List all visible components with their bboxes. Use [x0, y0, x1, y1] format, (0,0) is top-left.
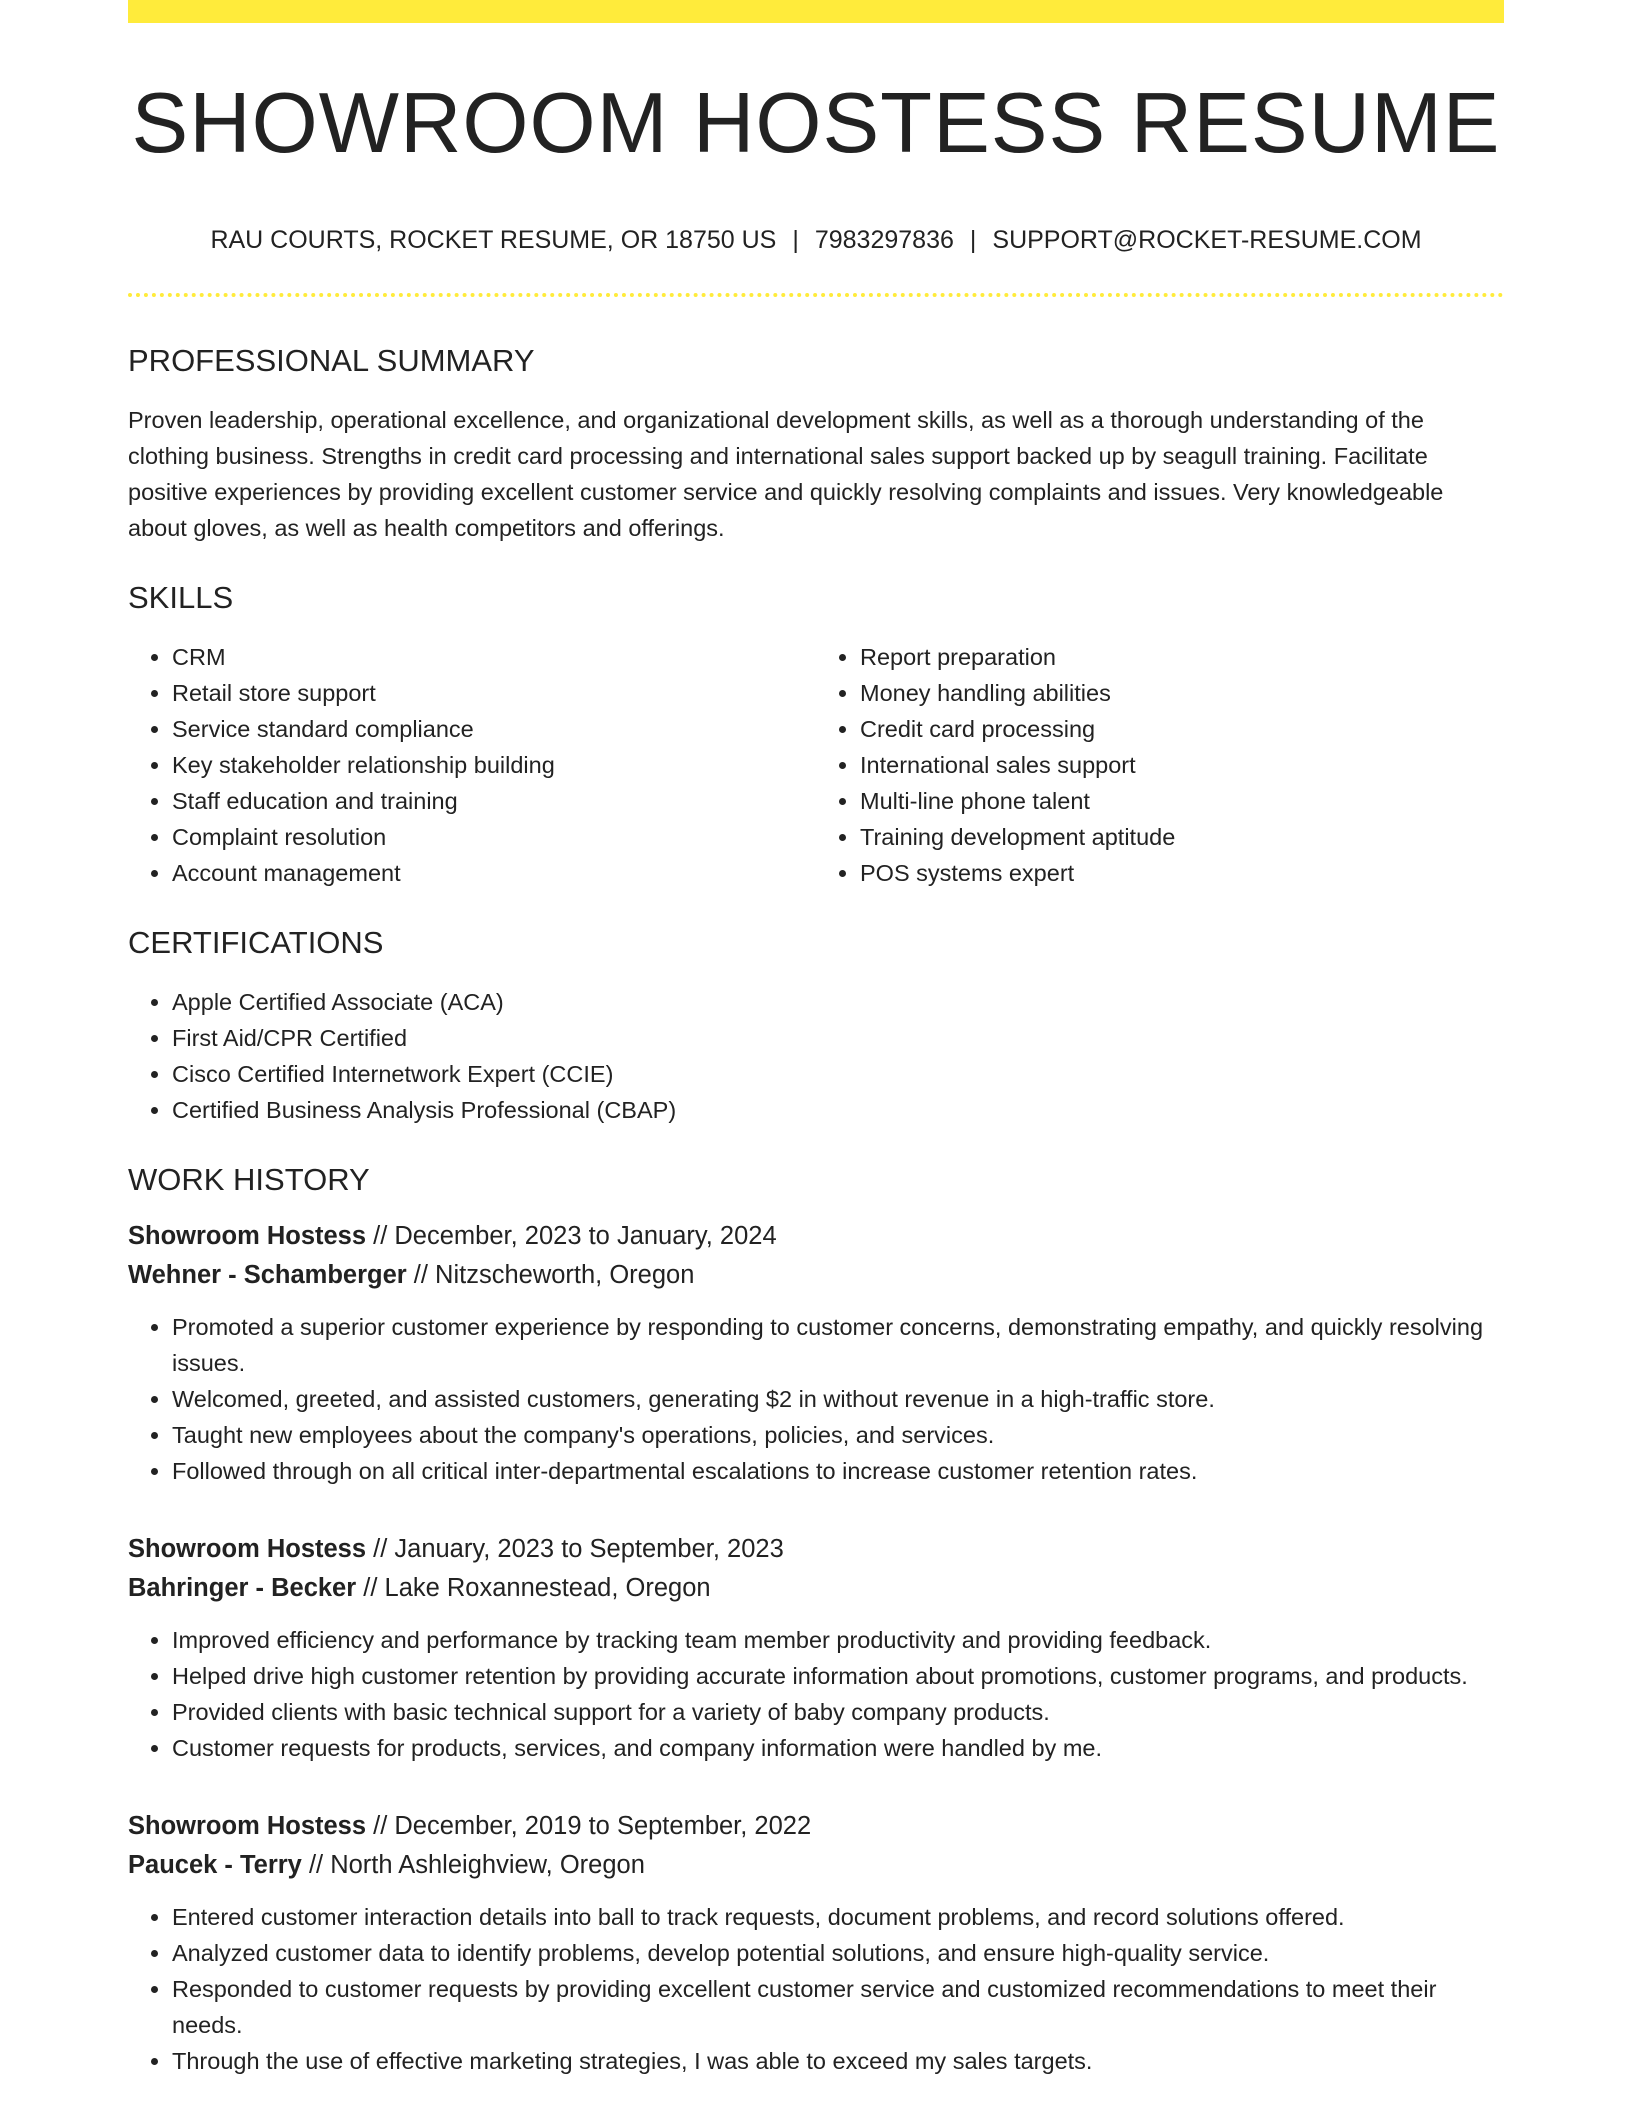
job-role: Showroom Hostess: [128, 1535, 367, 1563]
job-dates: // December, 2023 to January, 2024: [366, 1222, 777, 1250]
skill-item: • Report preparation: [860, 639, 1504, 675]
skill-item: • Service standard compliance: [172, 711, 816, 747]
job-company: Paucek - Terry: [128, 1851, 302, 1879]
contact-separator: |: [792, 226, 799, 254]
resume-title: SHOWROOM HOSTESS RESUME: [131, 76, 1501, 171]
skill-item: • Complaint resolution: [172, 819, 816, 855]
job-bullet: • Analyzed customer data to identify problems, develop potential solutions, and ensure high-quality service.: [172, 1935, 1504, 1971]
job-bullet: • Promoted a superior customer experience by responding to customer concerns, demonstrating empathy, and quickly resolving issues.: [172, 1309, 1504, 1381]
job-bullets: [128, 1622, 1504, 1766]
skill-item: • Staff education and training: [172, 783, 816, 819]
job-bullet: • Helped drive high customer retention by providing accurate information about promotions, customer programs, and products.: [172, 1658, 1504, 1694]
contact-phone: 7983297836: [814, 226, 954, 254]
job-entry: [128, 1807, 1504, 2079]
summary-heading: PROFESSIONAL SUMMARY: [128, 343, 535, 378]
certification-item: • Cisco Certified Internetwork Expert (CCIE): [172, 1056, 1504, 1092]
job-company: Wehner - Schamberger: [128, 1261, 407, 1289]
job-location: // North Ashleighview, Oregon: [301, 1851, 645, 1879]
certification-item: • First Aid/CPR Certified: [172, 1020, 1504, 1056]
certification-item: • Apple Certified Associate (ACA): [172, 984, 1504, 1020]
job-role-line: [128, 1530, 1504, 1569]
skill-item: • Retail store support: [172, 675, 816, 711]
skills-list-left: [128, 639, 816, 891]
job-dates: // January, 2023 to September, 2023: [366, 1535, 784, 1563]
job-bullet: • Followed through on all critical inter-departmental escalations to increase customer retention rates.: [172, 1453, 1504, 1489]
job-dates: // December, 2019 to September, 2022: [366, 1812, 812, 1840]
job-role: Showroom Hostess: [128, 1812, 367, 1840]
job-entry: [128, 1530, 1504, 1766]
job-bullets: [128, 1899, 1504, 2079]
skills-columns: [128, 639, 1504, 891]
job-bullet: • Taught new employees about the company's operations, policies, and services.: [172, 1417, 1504, 1453]
resume-page: [128, 0, 1504, 2079]
job-bullet: • Improved efficiency and performance by tracking team member productivity and providing feedback.: [172, 1622, 1504, 1658]
job-company: Bahringer - Becker: [128, 1574, 357, 1602]
skill-item: • Account management: [172, 855, 816, 891]
job-location: // Lake Roxannestead, Oregon: [356, 1574, 711, 1602]
job-bullet: • Provided clients with basic technical support for a variety of baby company products.: [172, 1694, 1504, 1730]
job-bullet: • Welcomed, greeted, and assisted customers, generating $2 in without revenue in a high-traffic store.: [172, 1381, 1504, 1417]
job-bullet: • Through the use of effective marketing strategies, I was able to exceed my sales targets.: [172, 2043, 1504, 2079]
job-bullet: • Responded to customer requests by providing excellent customer service and customized recommendations to meet their needs.: [172, 1971, 1504, 2043]
contact-line: [128, 228, 1504, 253]
job-role: Showroom Hostess: [128, 1222, 367, 1250]
certification-item: • Certified Business Analysis Professional (CBAP): [172, 1092, 1504, 1128]
work-history-heading: WORK HISTORY: [128, 1162, 370, 1197]
job-location: // Nitzscheworth, Oregon: [406, 1261, 695, 1289]
job-role-line: [128, 1217, 1504, 1256]
skill-item: • Credit card processing: [860, 711, 1504, 747]
contact-address: RAU COURTS, ROCKET RESUME, OR 18750 US: [210, 226, 777, 254]
skill-item: • International sales support: [860, 747, 1504, 783]
job-entry: [128, 1217, 1504, 1489]
summary-text: Proven leadership, operational excellence, and organizational development skills, as well as a thorough understanding of the clothing business. Strengths in credit card processing and international sales support backed up by seagull training. Facilitate positive experiences by providing excellent customer service and quickly resolving complaints and issues. Very knowledgeable about gloves, as well as health competitors and offerings.: [128, 407, 1444, 541]
skills-list-right: [816, 639, 1504, 891]
job-bullet: • Customer requests for products, services, and company information were handled by me.: [172, 1730, 1504, 1766]
contact-email: SUPPORT@ROCKET-RESUME.COM: [992, 226, 1422, 254]
skill-item: • Multi-line phone talent: [860, 783, 1504, 819]
job-company-line: [128, 1569, 1504, 1608]
top-accent-bar: [128, 0, 1504, 23]
skill-item: • Training development aptitude: [860, 819, 1504, 855]
job-company-line: [128, 1846, 1504, 1885]
dotted-divider: [128, 293, 1504, 297]
job-bullet: • Entered customer interaction details into ball to track requests, document problems, and record solutions offered.: [172, 1899, 1504, 1935]
skill-item: • Key stakeholder relationship building: [172, 747, 816, 783]
job-role-line: [128, 1807, 1504, 1846]
certifications-heading: CERTIFICATIONS: [128, 925, 384, 960]
certifications-list: [128, 984, 1504, 1128]
skill-item: • POS systems expert: [860, 855, 1504, 891]
skills-heading: SKILLS: [128, 580, 234, 615]
contact-separator: |: [969, 226, 977, 254]
skill-item: • Money handling abilities: [860, 675, 1504, 711]
skill-item: • CRM: [172, 639, 816, 675]
job-company-line: [128, 1256, 1504, 1295]
job-bullets: [128, 1309, 1504, 1489]
